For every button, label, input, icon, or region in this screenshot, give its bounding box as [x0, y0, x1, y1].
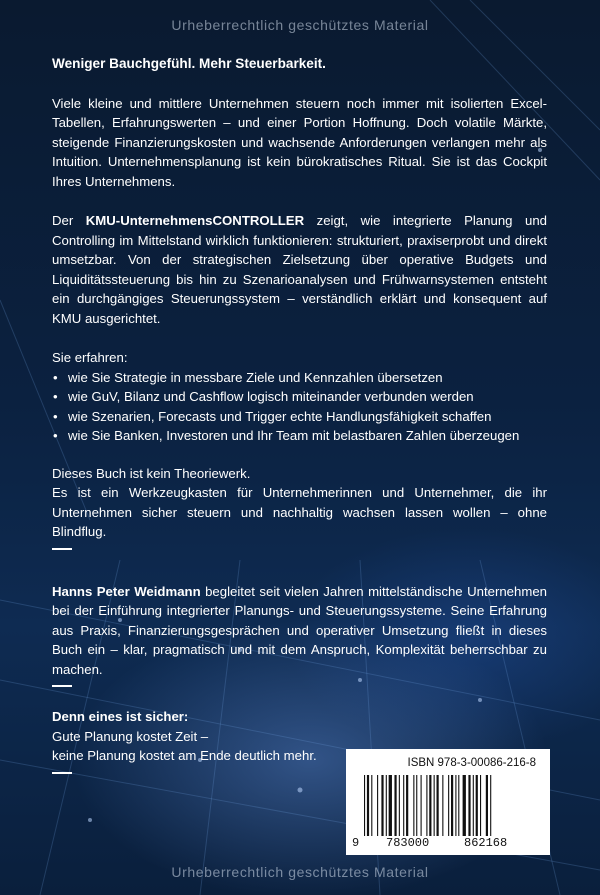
author-name: Hanns Peter Weidmann [52, 583, 201, 599]
barcode [364, 775, 540, 836]
list-item: • wie GuV, Bilanz und Cashflow logisch miteinander verbunden werden [52, 387, 547, 407]
isbn-digit-first: 9 [352, 836, 360, 850]
divider [52, 772, 72, 774]
list-item: • wie Szenarien, Forecasts und Trigger echte Handlungsfähigkeit schaffen [52, 407, 547, 427]
copyright-watermark-top: Urheberrechtlich geschütztes Material [171, 17, 429, 33]
learning-list [52, 368, 547, 446]
isbn-digit-group2: 862168 [464, 836, 508, 850]
learn-intro: Sie erfahren: [52, 350, 128, 365]
isbn-digit-group1: 783000 [386, 836, 430, 850]
author-bio [52, 582, 547, 680]
description-prefix: Der [52, 213, 86, 228]
intro-paragraph: Viele kleine und mittlere Unternehmen steuern noch immer mit isolierten Excel-Tabellen, Erfahrungswerten – und einer Portion Hoffnung. Doch volatile Märkte, steigende Finanzierungskosten und wachsende Anforderungen verlangen mehr als Intuition. Unternehmensplanung ist kein bürokratisches Ritual. Sie ist das Cockpit Ihres Unternehmens. [52, 95, 547, 189]
book-description [52, 211, 547, 328]
list-item: • wie Sie Strategie in messbare Ziele und Kennzahlen übersetzen [52, 368, 547, 388]
isbn-barcode-box [346, 749, 550, 855]
copyright-watermark-bottom: Urheberrechtlich geschütztes Material [171, 864, 429, 880]
headline: Weniger Bauchgefühl. Mehr Steuerbarkeit. [52, 56, 326, 71]
closing-line2: keine Planung kostet am Ende deutlich mehr. [52, 748, 317, 763]
divider [52, 548, 72, 550]
book-title: KMU-UnternehmensCONTROLLER [85, 213, 305, 228]
description-body: zeigt, wie integrierte Planung und Controlling im Mittelstand wirklich funktionieren: strukturiert, praxiserprobt und direkt umsetzbar. Von der strategischen Zielsetzung über operative Budgets und Liquiditätssteuerung bis hin zu Szenarioanalysen und Frühwarnsystemen entsteht ein durchgängiges Steuerungssystem – verständlich erklärt und konsequent auf KMU ausgerichtet. [52, 213, 547, 326]
closing-line1: Gute Planung kostet Zeit – [52, 728, 209, 744]
isbn-label: ISBN 978-3-00086-216-8 [407, 757, 536, 769]
divider [52, 685, 72, 687]
statement-line2: Es ist ein Werkzeugkasten für Unternehmerinnen und Unternehmer, die ihr Unternehmen sicher steuern und nachhaltig wachsen lassen wollen – ohne Blindflug. [52, 485, 547, 539]
statement-line1: Dieses Buch ist kein Theoriewerk. [52, 465, 251, 481]
list-item: • wie Sie Banken, Investoren und Ihr Team mit belastbaren Zahlen überzeugen [52, 426, 547, 446]
closing-heading: Denn eines ist sicher: [52, 709, 189, 724]
cover-text [52, 54, 547, 774]
author-bio-text: begleitet seit vielen Jahren mittelständische Unternehmen bei der Einführung integrierter Planungs- und Steuerungssysteme. Seine Erfahrung aus Praxis, Finanzierungsgesprächen und operativer Umsetzung fließt in dieses Buch ein – klar, pragmatisch und mit dem Anspruch, Komplexität beherrschbar zu machen. [52, 583, 547, 677]
